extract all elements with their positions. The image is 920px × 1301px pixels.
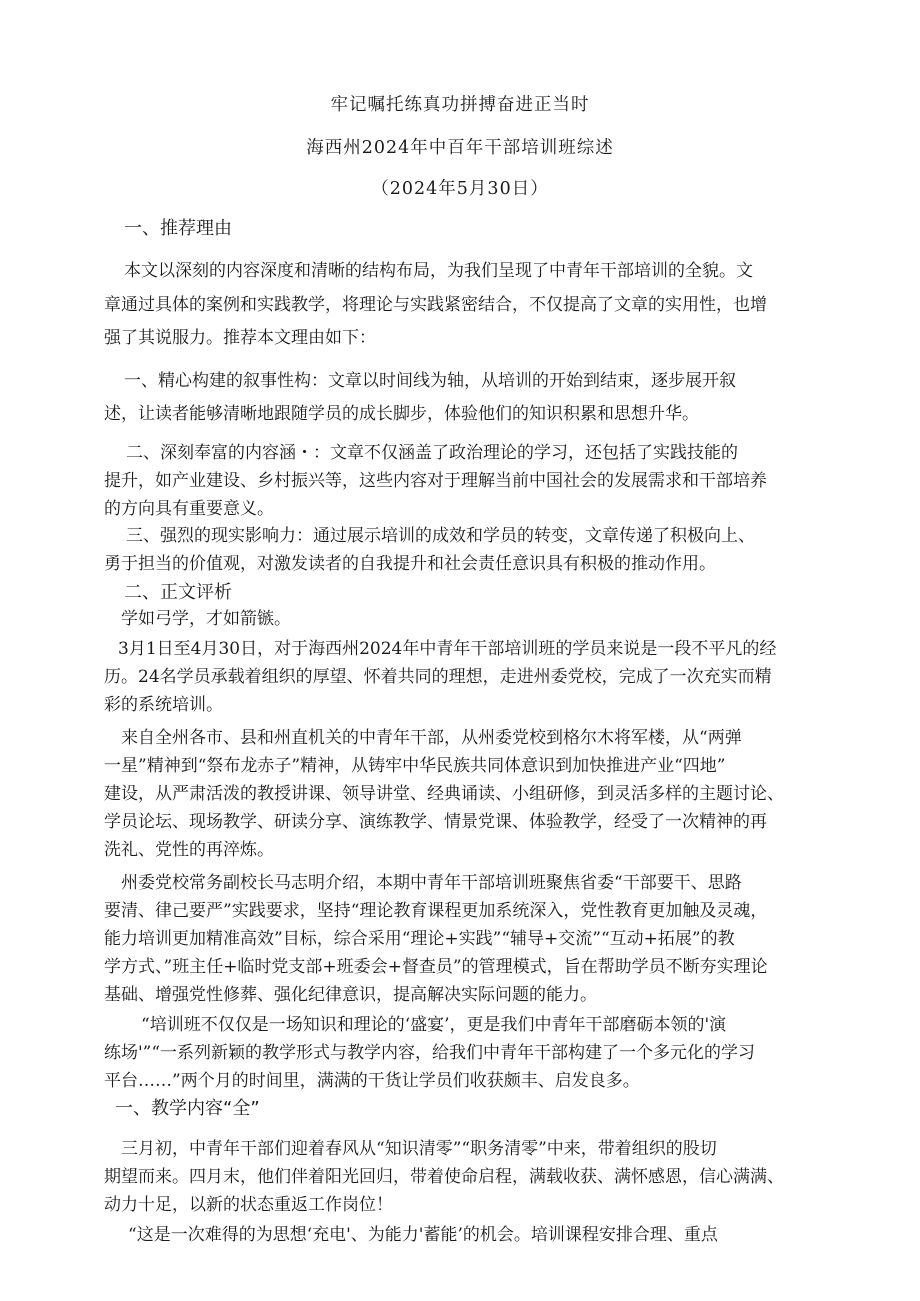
paragraph-line: “这是一次难得的为思想‘充电'、为能力'蓄能’的机会。培训课程安排合理、重点	[128, 1225, 718, 1245]
paragraph-line: 平台……”两个月的时间里，满满的干货让学员们收获颇丰、启发良多。	[104, 1071, 640, 1091]
list-item-line: 二、深刻奉富的内容涵・：文章不仅涵盖了政治理论的学习，还包括了实践技能的	[126, 443, 738, 463]
paragraph-line: 建设，从严肃活泼的教授讲课、领导讲堂、经典诵读、小组研修，到灵活多样的主题讨论、	[104, 784, 784, 804]
paragraph-line: 基础、增强党性修葬、强化纪律意识，提高解决实际问题的能力。	[104, 985, 597, 1005]
paragraph-line: 3月1日至4月30日，对于海西州2024年中青年干部培训班的学员来说是一段不平凡的经	[118, 639, 777, 659]
paragraph-line: 本文以深刻的内容深度和清晰的结构布局，为我们呈现了中青年干部培训的全貌。文	[124, 261, 753, 281]
paragraph-line: 彩的系统培训。	[104, 695, 223, 715]
paragraph-line: 州委党校常务副校长马志明介绍，本期中青年干部培训班聚焦省委“干部要干、思路	[121, 873, 742, 893]
document-subtitle: 海西州2024年中百年干部培训班综述	[306, 138, 614, 158]
section-heading-recommendation: 一、推荐理由	[124, 218, 232, 239]
paragraph-line: 三月初，中青年干部们迎着春风从“知识清零”“职务清零”中来，带着组织的股切	[121, 1139, 717, 1159]
paragraph-line: 洗礼、党性的再淬炼。	[104, 840, 274, 860]
section-heading-teaching-content: 一、教学内容“全”	[115, 1098, 260, 1119]
paragraph-line: 章通过具体的案例和实践教学，将理论与实践紧密结合，不仅提高了文章的实用性，也增	[104, 295, 767, 315]
paragraph-line: 动力十足，以新的状态重返工作岗位！	[104, 1195, 393, 1215]
list-item-line: 述，让读者能够清晰地跟随学员的成长脚步，体验他们的知识积累和思想升华。	[104, 404, 699, 424]
list-item-line: 一、精心构建的叙事性构：文章以时间线为轴，从培训的开始到结束，逐步展开叙	[124, 371, 736, 391]
paragraph-line: 一星”精神到“祭布龙赤子”精神，从铸牢中华民族共同体意识到加快推进产业“四地”	[104, 756, 726, 776]
list-item-line: 的方向具有重要意义。	[104, 499, 274, 519]
paragraph-line: 强了其说服力。推荐本文理由如下：	[104, 328, 376, 348]
paragraph-line: 学员论坛、现场教学、研读分享、演练教学、情景党课、体验教学，经受了一次精神的再	[104, 812, 767, 832]
paragraph-line: 学如弓学，才如箭镞。	[121, 609, 291, 629]
paragraph-line: 历。24名学员承载着组织的厚望、怀着共同的理想，走进州委党校，完成了一次充实而精	[104, 667, 772, 687]
list-item-line: 三、强烈的现实影响力：通过展示培训的成效和学员的转变，文章传递了积极向上、	[126, 526, 755, 546]
paragraph-line: “培训班不仅仅是一场知识和理论的‘盛宴’，更是我们中青年干部磨砺本领的'演	[141, 1015, 727, 1035]
paragraph-line: 练场'”“一系列新颖的教学形式与教学内容，给我们中青年干部构建了一个多元化的学习	[104, 1043, 756, 1063]
list-item-line: 勇于担当的价值观，对激发读者的自我提升和社会责任意识具有积极的推动作用。	[104, 554, 716, 574]
list-item-line: 提升，如产业建设、乡村振兴等，这些内容对于理解当前中国社会的发展需求和干部培养	[104, 471, 767, 491]
paragraph-line: 学方式、”班主任+临时党支部+班委会+督查员”的管理模式，旨在帮助学员不断夯实理论	[104, 957, 768, 977]
document-title: 牢记嘱托练真功拼搏奋进正当时	[330, 95, 590, 115]
paragraph-line: 能力培训更加精准高效”目标，综合采用“理论+实践”“辅导+交流”“互动+拓展”的教	[104, 929, 735, 949]
document-date: （2024年5月30日）	[371, 179, 549, 199]
paragraph-line: 要清、律己要严”实践要求，坚持“理论教育课程更加系统深入，党性教育更加触及灵魂，	[104, 901, 768, 921]
section-heading-analysis: 二、正文评析	[124, 582, 232, 603]
paragraph-line: 期望而来。四月末，他们伴着阳光回归，带着使命启程，满载收获、满怀感恩，信心满满、	[104, 1167, 784, 1187]
paragraph-line: 来自全州各市、县和州直机关的中青年干部，从州委党校到格尔木将军楼，从“两弹	[121, 728, 742, 748]
